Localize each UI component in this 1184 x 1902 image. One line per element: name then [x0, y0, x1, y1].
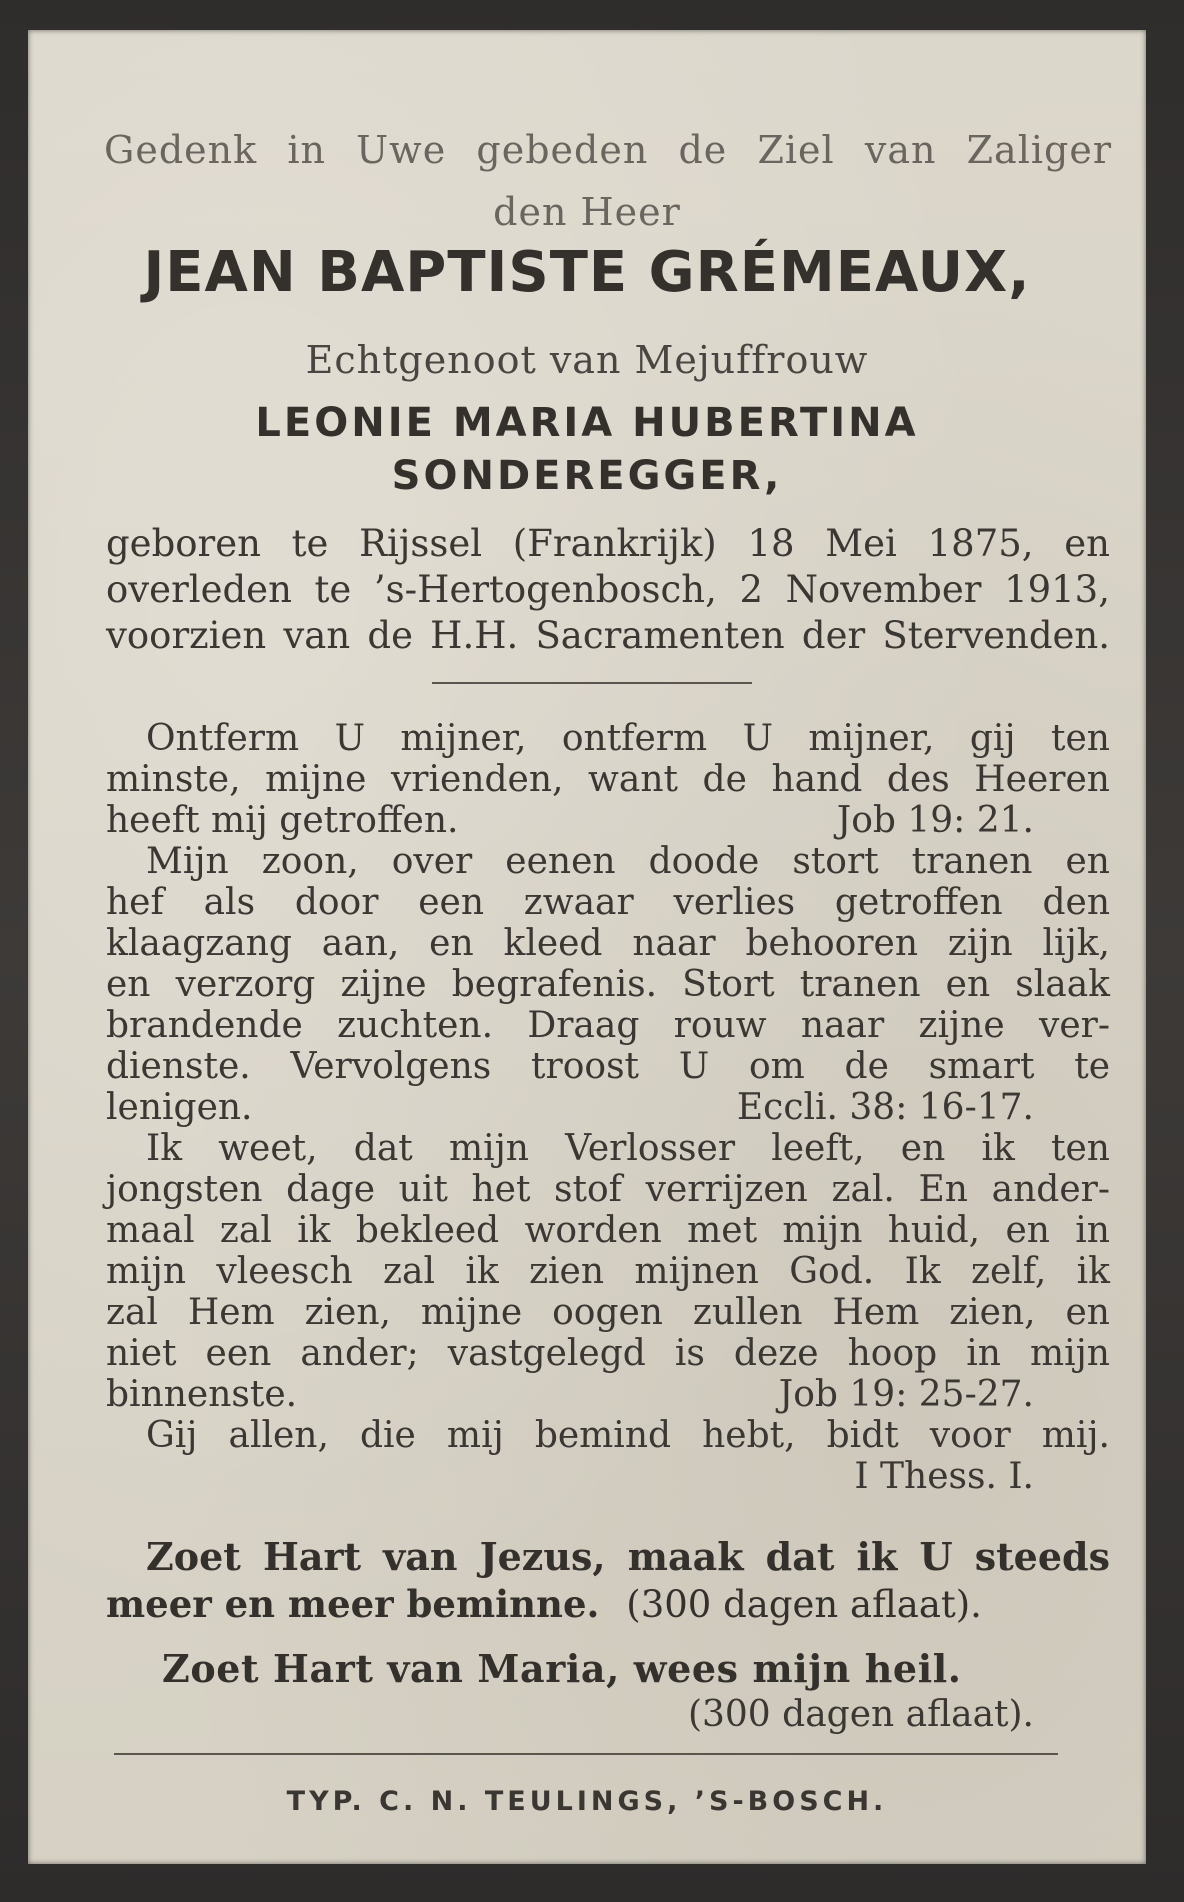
scripture-2-line-3: klaagzang aan, en kleed naar behooren zijn lijk,: [106, 923, 1110, 964]
scripture-3-line-1: Ik weet, dat mijn Verlosser leeft, en ik ten: [146, 1128, 1110, 1169]
divider-short: [432, 682, 752, 684]
scripture-3-line-3: maal zal ik bekleed worden met mijn huid, en in: [106, 1210, 1110, 1251]
details-line-2: overleden te ’s-Hertogenbosch, 2 November 1913,: [106, 568, 1110, 611]
scripture-2-line-6: dienste. Vervolgens troost U om de smart te: [106, 1046, 1110, 1087]
printer-credit: TYP. C. N. TEULINGS, ’S-BOSCH.: [286, 1786, 888, 1817]
details-line-3: voorzien van de H.H. Sacramenten der Stervenden.: [106, 614, 1110, 657]
prayer-jesus-line-2: [106, 1582, 982, 1626]
scripture-2-line-5: brandende zuchten. Draag rouw naar zijne ver-: [106, 1005, 1110, 1046]
spouse-intro: Echtgenoot van Mejuffrouw: [305, 338, 869, 382]
scripture-2-line-1: Mijn zoon, over eenen doode stort tranen en: [146, 841, 1110, 882]
scripture-3-line-6: niet een ander; vastgelegd is deze hoop in mijn: [106, 1333, 1110, 1374]
scripture-3-last-line: binnenste.: [106, 1374, 298, 1415]
prayer-mary-line-1: Zoet Hart van Maria, wees mijn heil.: [162, 1646, 962, 1691]
scripture-2-last-line: lenigen.: [106, 1087, 253, 1128]
scripture-4-reference: I Thess. I.: [854, 1456, 1034, 1497]
prayer-jesus-line-1: Zoet Hart van Jezus, maak dat ik U steeds: [146, 1534, 1110, 1579]
details-line-1: geboren te Rijssel (Frankrijk) 18 Mei 1875, en: [106, 522, 1110, 565]
scripture-3-line-4: mijn vleesch zal ik zien mijnen God. Ik zelf, ik: [106, 1251, 1110, 1292]
prayer-jesus-indulgence: (300 dagen aflaat).: [626, 1583, 982, 1626]
scripture-4-line: Gij allen, die mij bemind hebt, bidt voor mij.: [146, 1415, 1110, 1456]
scripture-2-line-2: hef als door een zwaar verlies getroffen den: [106, 882, 1110, 923]
header-line-2: den Heer: [493, 190, 681, 234]
scripture-2-reference: Eccli. 38: 16-17.: [736, 1087, 1034, 1128]
divider-long: [114, 1753, 1058, 1755]
scripture-1-last-line: heeft mij getroffen.: [106, 800, 459, 841]
spouse-name-line-2: SONDEREGGER,: [391, 453, 783, 499]
spouse-name-line-1: LEONIE MARIA HUBERTINA: [255, 400, 919, 446]
deceased-name: JEAN BAPTISTE GRÉMEAUX,: [143, 240, 1031, 305]
scripture-3-line-5: zal Hem zien, mijne oogen zullen Hem zien, en: [106, 1292, 1110, 1333]
prayer-mary-indulgence: (300 dagen aflaat).: [687, 1694, 1034, 1735]
scripture-1-line-2: minste, mijne vrienden, want de hand des Heeren: [106, 759, 1110, 800]
prayer-jesus-line-2-bold: meer en meer beminne.: [106, 1582, 600, 1626]
memorial-card: [28, 30, 1146, 1864]
scripture-2-line-4: en verzorg zijne begrafenis. Stort tranen en slaak: [106, 964, 1110, 1005]
scripture-1-line-1: Ontferm U mijner, ontferm U mijner, gij ten: [146, 718, 1110, 759]
scripture-1-reference: Job 19: 21.: [836, 800, 1034, 841]
scripture-3-reference: Job 19: 25-27.: [778, 1374, 1034, 1415]
header-line-1: Gedenk in Uwe gebeden de Ziel van Zaliger: [104, 128, 1112, 172]
scripture-3-line-2: jongsten dage uit het stof verrijzen zal. En ander-: [106, 1169, 1110, 1210]
